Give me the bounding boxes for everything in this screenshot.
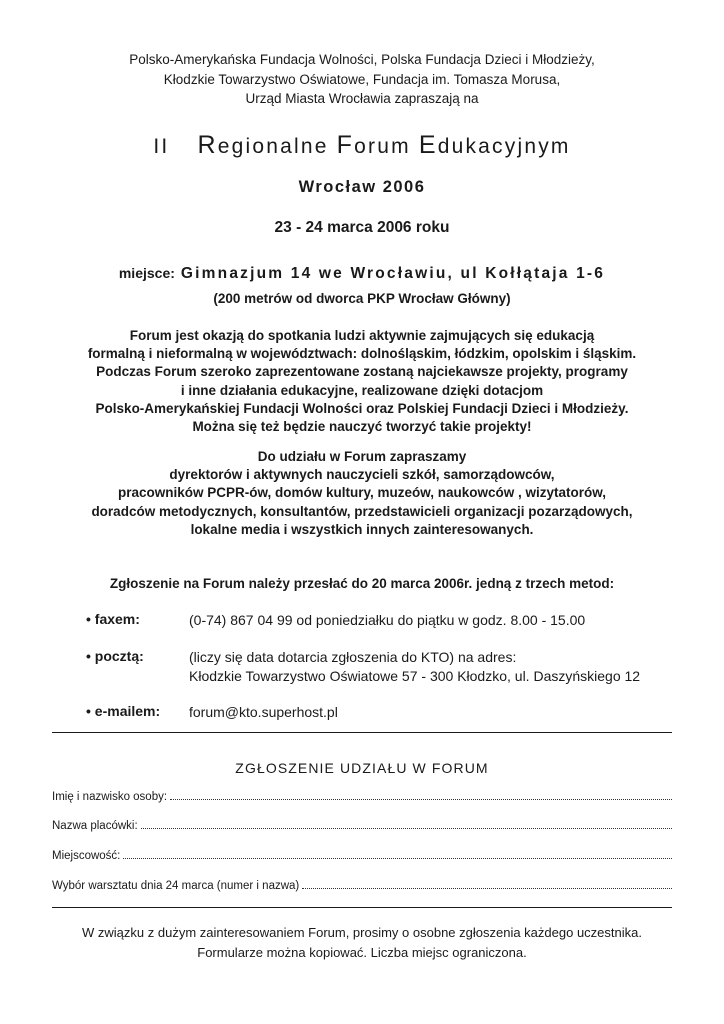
invitation-line: lokalne media i wszystkich innych zainteresowanych.	[190, 521, 534, 537]
email-link[interactable]: forum@kto.superhost.pl	[189, 704, 338, 720]
fill-in-line[interactable]	[123, 858, 672, 859]
description-line: Można się też będzie nauczyć tworzyć takie projekty!	[192, 419, 532, 435]
venue-line	[0, 265, 724, 283]
form-field-name[interactable]	[52, 787, 672, 803]
organizers-line: Urząd Miasta Wrocławia zapraszają na	[245, 91, 479, 106]
organizers-line: Kłodzkie Towarzystwo Oświatowe, Fundacja im. Tomasza Morusa,	[163, 71, 561, 87]
invitation-line: dyrektorów i aktywnych nauczycieli szkół, samorządowców,	[169, 467, 555, 483]
field-label: Miejscowość:	[52, 850, 121, 862]
venue-label: miejsce:	[118, 265, 175, 281]
title-numeral: II	[153, 135, 170, 158]
form-field-workshop[interactable]	[52, 876, 672, 892]
method-value: (liczy się data dotarcia zgłoszenia do KTO) na adres: Kłodzkie Towarzystwo Oświatowe 57 - 300 Kłodzko, ul. Daszyńskiego 12	[189, 649, 641, 684]
fill-in-line[interactable]	[170, 799, 672, 800]
footer-note-line: Formularze można kopiować. Liczba miejsc ograniczona.	[197, 944, 527, 960]
invitation-line: Do udziału w Forum zapraszamy	[257, 449, 467, 464]
invitation-line: pracowników PCPR-ów, domów kultury, muzeów, naukowców , wizytatorów,	[117, 485, 607, 501]
venue-distance: (200 metrów od dworca PKP Wrocław Główny)	[213, 291, 511, 306]
title-word: Regionalne	[197, 131, 329, 159]
method-value: (0-74) 867 04 99 od poniedziałku do piątku w godz. 8.00 - 15.00	[189, 612, 586, 628]
form-title: ZGŁOSZENIE UDZIAŁU W FORUM	[235, 760, 489, 776]
title-word: Edukacyjnym	[418, 131, 571, 159]
title-word: Forum	[336, 131, 411, 159]
method-label: • faxem:	[86, 611, 140, 627]
event-dates: 23 - 24 marca 2006 roku	[274, 219, 450, 236]
description-line: i inne działania edukacyjne, realizowane dzięki dotacjom	[180, 382, 544, 398]
city-year: Wrocław 2006	[298, 178, 426, 196]
registration-deadline: Zgłoszenie na Forum należy przesłać do 20 marca 2006r. jedną z trzech metod:	[109, 576, 615, 591]
description-line: Forum jest okazją do spotkania ludzi aktywnie zajmujących się edukacją	[129, 328, 595, 343]
fill-in-line[interactable]	[302, 888, 672, 889]
footer-note	[0, 923, 724, 962]
fill-in-line[interactable]	[141, 828, 672, 829]
divider-top	[52, 732, 672, 733]
field-label: Nazwa placówki:	[52, 820, 138, 832]
organizers-block	[0, 50, 724, 109]
description-line: Polsko-Amerykańskiej Fundacji Wolności oraz Polskiej Fundacji Dzieci i Młodzieży.	[95, 400, 629, 416]
invitation-line: doradców metodycznych, konsultantów, przedstawicieli organizacji pozarządowych,	[91, 503, 633, 519]
venue-place: Gimnazjum 14 we Wrocławiu, ul Kołłątaja 1-6	[180, 265, 606, 282]
description-paragraph	[0, 327, 724, 436]
event-title	[0, 131, 724, 160]
form-field-town[interactable]	[52, 846, 672, 862]
footer-note-line: W związku z dużym zainteresowaniem Forum, prosimy o osobne zgłoszenia każdego uczestnika.	[82, 925, 642, 940]
divider-bottom	[52, 907, 672, 908]
organizers-line: Polsko-Amerykańska Fundacja Wolności, Polska Fundacja Dzieci i Młodzieży,	[129, 52, 595, 67]
field-label: Imię i nazwisko osoby:	[52, 791, 168, 803]
method-label: • e-mailem:	[86, 703, 161, 719]
method-label: • pocztą:	[86, 648, 144, 664]
invitation-paragraph	[0, 448, 724, 539]
description-line: Podczas Forum szeroko zaprezentowane zostaną najciekawsze projekty, programy	[96, 364, 628, 380]
field-label: Wybór warsztatu dnia 24 marca (numer i nazwa)	[52, 880, 300, 892]
form-field-institution[interactable]	[52, 816, 672, 832]
description-line: formalną i nieformalną w województwach: dolnośląskim, łódzkim, opolskim i śląskim.	[87, 346, 637, 362]
